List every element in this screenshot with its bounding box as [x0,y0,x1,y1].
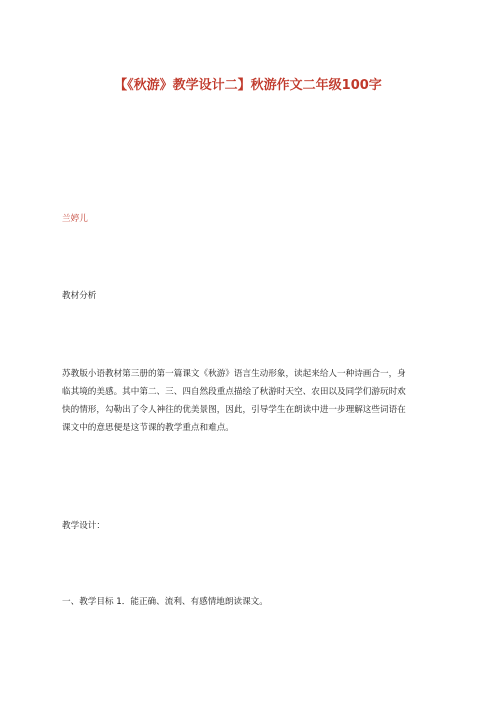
analysis-paragraph-line: 快的情形，勾勒出了令人神往的优美景图，因此，引导学生在朗读中进一步理解这些词语在 [62,405,406,415]
analysis-paragraph-line: 苏教版小语教材第三册的第一篇课文《秋游》语言生动形象，读起来给人一种诗画合一，身 [62,369,406,379]
section-heading-design: 教学设计： [62,521,105,531]
section-heading-analysis: 教材分析 [62,291,97,301]
analysis-paragraph-line: 课文中的意思便是这节课的教学重点和难点。 [62,423,234,433]
author-name: 兰婷儿 [62,214,88,224]
teaching-objective-line: 一、教学目标 1．能正确、流利、有感情地朗读课文。 [62,597,268,607]
analysis-paragraph-line: 临其境的美感。其中第二、三、四自然段重点描绘了秋游时天空、农田以及同学们游玩时欢 [62,387,406,397]
document-title: 【《秋游》教学设计二】秋游作文二年级100字 [114,78,382,93]
